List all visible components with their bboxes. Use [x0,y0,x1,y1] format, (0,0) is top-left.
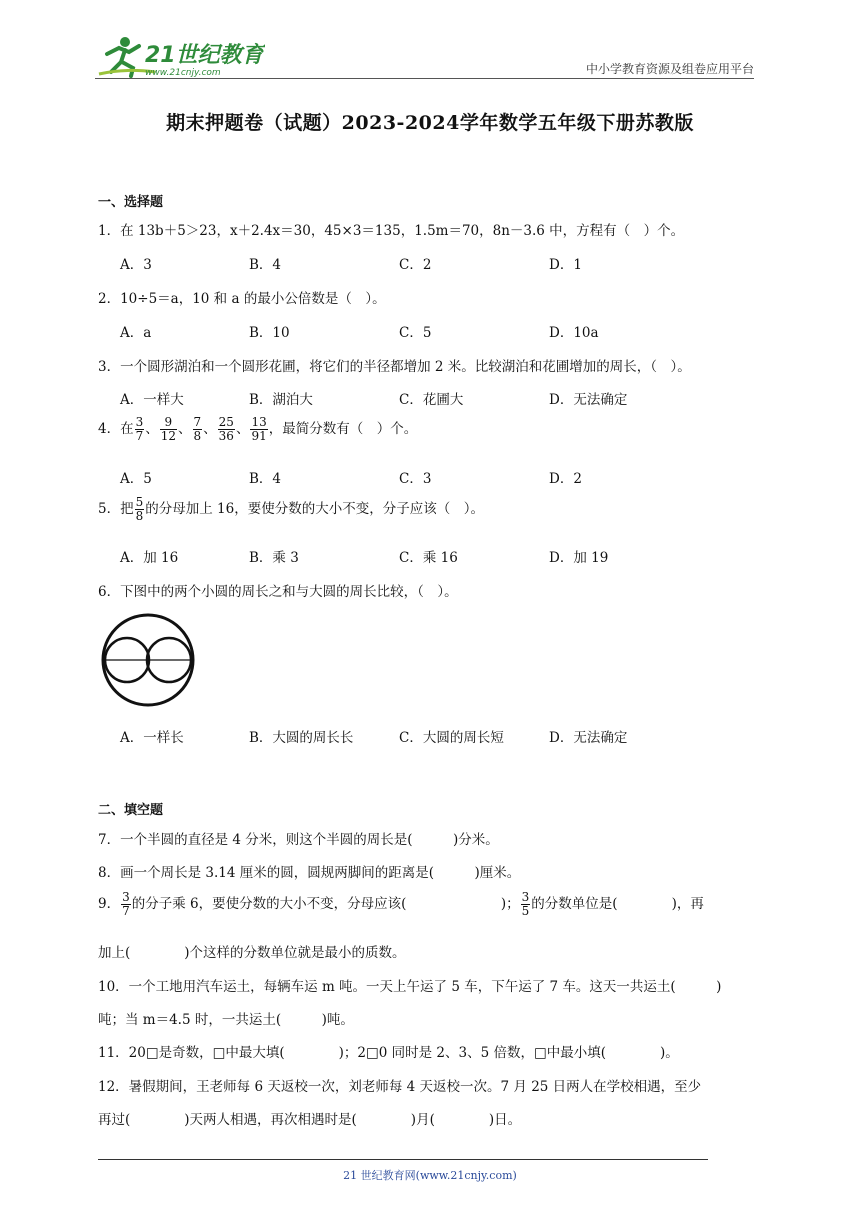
question-10: 10．一个工地用汽车运土，每辆车运 m 吨。一天上午运了 5 车，下午运了 7 车。这天一共运土( ) [98,979,722,995]
option-a[interactable]: A．一样大 [120,392,184,408]
question-5-options [0,546,860,566]
question-12-line2: 再过( )天两人相遇，再次相遇时是( )月( )日。 [98,1112,522,1128]
question-4-suffix: ，最简分数有（ ）个。 [268,421,418,437]
option-d[interactable]: D．10a [549,325,599,341]
question-6-options [0,726,860,746]
option-d[interactable]: D．1 [549,257,582,273]
option-a[interactable]: A．5 [120,471,152,487]
question-5: 5．把 $\frac{5}{8}$ 的分母加上 16，要使分数的大小不变，分子应该（ ）。 [98,495,484,523]
option-a[interactable]: A．加 16 [120,550,179,566]
question-7: 7．一个半圆的直径是 4 分米，则这个半圆的周长是( )分米。 [98,832,499,848]
option-b[interactable]: B．10 [249,325,290,341]
option-d[interactable]: D．无法确定 [549,730,628,746]
question-3-options [0,388,860,408]
fraction: $\frac{25}{36}$ [218,415,234,443]
header-divider [95,78,754,79]
option-b[interactable]: B．乘 3 [249,550,299,566]
question-1: 1．在 13b＋5＞23，x＋2.4x＝30，45×3＝135，1.5m＝70，8n－3.6 中，方程有（ ）个。 [98,223,685,239]
question-9: 9． $\frac{3}{7}$ 的分子乘 6，要使分数的大小不变，分母应该( )； $\frac{3}{5}$ 的分数单位是( )，再 [98,890,704,918]
fraction: $\frac{3}{7}$ [122,890,130,918]
option-c[interactable]: C．花圃大 [399,392,464,408]
option-a[interactable]: A．3 [120,257,152,273]
fraction: $\frac{3}{5}$ [521,890,530,918]
question-1-options [0,253,860,273]
option-c[interactable]: C．3 [399,471,432,487]
option-b[interactable]: B．大圆的周长长 [249,730,354,746]
option-d[interactable]: D．加 19 [549,550,609,566]
fraction: $\frac{5}{8}$ [135,495,144,523]
fraction: $\frac{7}{8}$ [193,415,202,443]
question-3: 3．一个圆形湖泊和一个圆形花圃，将它们的半径都增加 2 米。比较湖泊和花圃增加的周长，（ ）。 [98,359,691,375]
question-2-options [0,321,860,341]
option-b[interactable]: B．4 [249,257,282,273]
question-4: 4．在 $\frac{3}{7}$ 、 $\frac{9}{12}$ 、 $\frac{7}{8}$ 、 $\frac{25}{36}$ 、 $\frac{13}{91}$ ，最简分数有（ ）个。 [98,415,418,443]
page-title: 期末押题卷（试题）2023-2024学年数学五年级下册苏教版 [166,112,694,134]
question-10-line2: 吨；当 m＝4.5 时，一共运土( )吨。 [98,1012,354,1028]
question-2: 2．10÷5＝a，10 和 a 的最小公倍数是（ ）。 [98,291,386,307]
question-11: 11．20□是奇数，□中最大填( )；2□0 同时是 2、3、5 倍数，□中最小填( )。 [98,1045,679,1061]
question-12: 12．暑假期间，王老师每 6 天返校一次，刘老师每 4 天返校一次。7 月 25 日两人在学校相遇，至少 [98,1079,702,1095]
footer-divider [98,1159,708,1160]
fraction: $\frac{3}{7}$ [135,415,144,443]
fraction: $\frac{13}{91}$ [251,415,267,443]
fraction: $\frac{9}{12}$ [160,415,177,443]
question-4-options [0,467,860,487]
logo-text: 21世纪教育 [145,43,264,68]
option-c[interactable]: C．大圆的周长短 [399,730,504,746]
question-9-line2: 加上( )个这样的分数单位就是最小的质数。 [98,945,406,961]
platform-name: 中小学教育资源及组卷应用平台 [585,62,754,76]
section-choice-title: 一、选择题 [98,195,164,210]
question-6: 6．下图中的两个小圆的周长之和与大圆的周长比较，（ ）。 [98,584,458,600]
option-b[interactable]: B．湖泊大 [249,392,313,408]
option-a[interactable]: A．a [120,325,152,341]
option-c[interactable]: C．乘 16 [399,550,458,566]
circles-figure [100,612,196,708]
option-d[interactable]: D．2 [549,471,582,487]
option-b[interactable]: B．4 [249,471,282,487]
site-logo [95,32,265,80]
question-4-prefix: 4．在 [98,421,134,437]
logo-url: www.21cnjy.com [145,68,221,78]
option-a[interactable]: A．一样长 [120,730,184,746]
section-fill-title: 二、填空题 [98,803,164,818]
option-c[interactable]: C．2 [399,257,432,273]
footer-link[interactable]: 21 世纪教育网(www.21cnjy.com) [343,1169,517,1182]
option-c[interactable]: C．5 [399,325,432,341]
option-d[interactable]: D．无法确定 [549,392,628,408]
question-8: 8．画一个周长是 3.14 厘米的圆，圆规两脚间的距离是( )厘米。 [98,865,521,881]
